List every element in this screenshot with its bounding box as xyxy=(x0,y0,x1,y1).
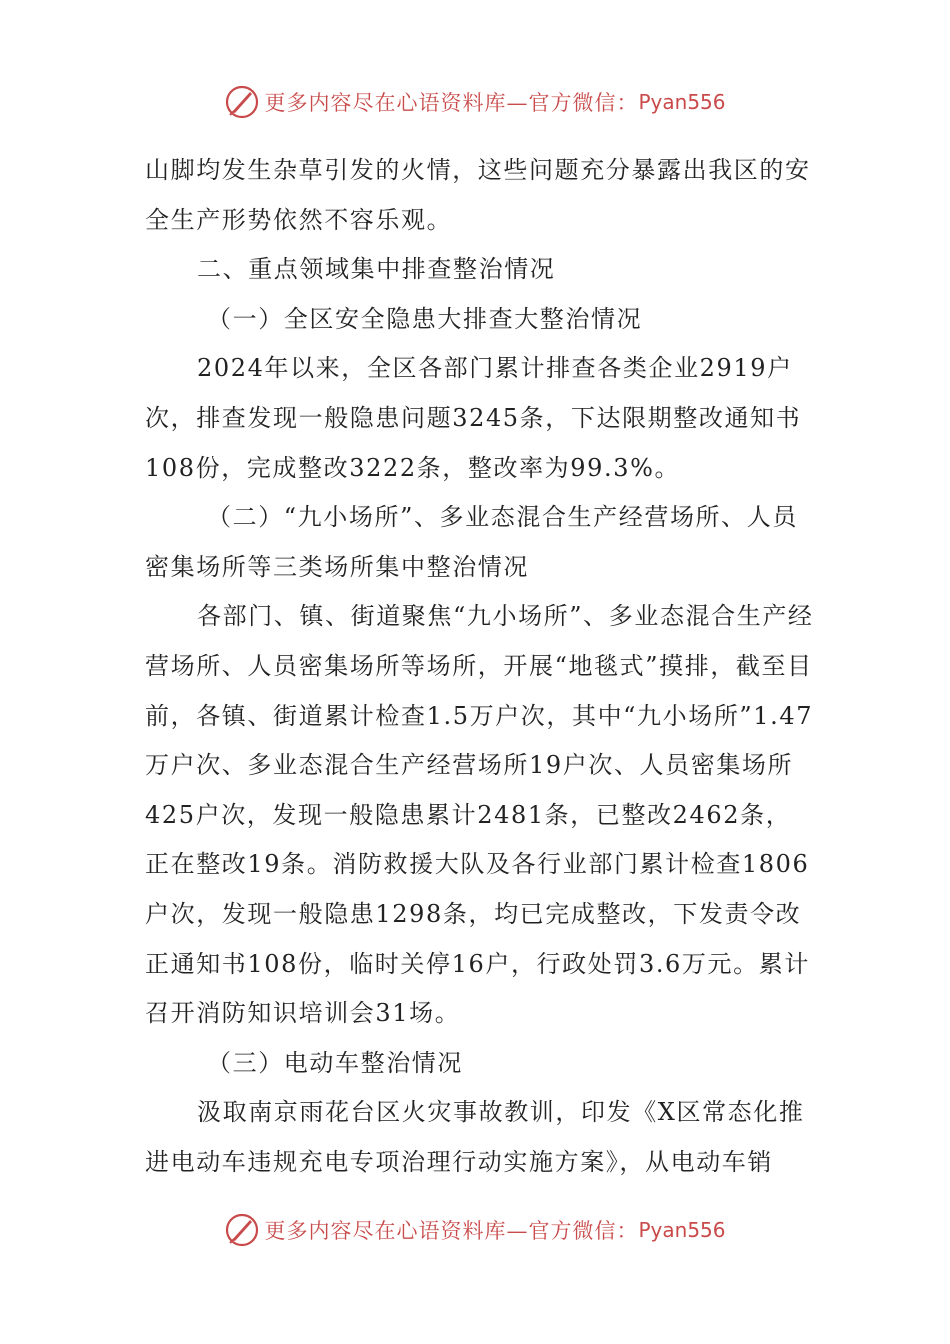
footer-watermark-banner xyxy=(0,1210,950,1250)
subsection-heading-3: （三）电动车整治情况 xyxy=(207,1048,463,1077)
paragraph-continuation: 山脚均发生杂草引发的火情，这些问题充分暴露出我区的安全生产形势依然不容乐观。 xyxy=(145,156,811,234)
paragraph-hazard-stats: 2024年以来，全区各部门累计排查各类企业2919户次，排查发现一般隐患问题3245条，下达限期整改通知书108份，完成整改3222条，整改率为99.3%。 xyxy=(145,354,802,482)
banner-text: 更多内容尽在心语资料库—官方微信： xyxy=(264,1219,639,1243)
banner-wechat-id: Pyan556 xyxy=(638,90,726,114)
banner-wechat-id: Pyan556 xyxy=(638,1218,726,1242)
section-heading-2: 二、重点领域集中排查整治情况 xyxy=(197,255,556,284)
paragraph-venue-inspections: 各部门、镇、街道聚焦“九小场所”、多业态混合生产经营场所、人员密集场所等场所，开展“地毯式”摸排，截至目前，各镇、街道累计检查1.5万户次，其中“九小场所”1.47万户次、多业态混合生产经营场所19户次、人员密集场所425户次，发现一般隐患累计2481条，已整改2462条，正在整改19条。消防救援大队及各行业部门累计检查1806户次，发现一般隐患1298条，均已完成整改，下发责令改正通知书108份，临时关停16户，行政处罚3.6万元。累计召开消防知识培训会31场。 xyxy=(145,602,814,1028)
subsection-heading-2: （二）“九小场所”、多业态混合生产经营场所、人员密集场所等三类场所集中整治情况 xyxy=(145,503,798,581)
document-body xyxy=(145,146,815,1187)
paragraph-ebike-campaign: 汲取南京雨花台区火灾事故教训，印发《X区常态化推进电动车违规充电专项治理行动实施方案》，从电动车销 xyxy=(145,1098,805,1176)
subsection-heading-1: （一）全区安全隐患大排查大整治情况 xyxy=(207,304,643,333)
header-watermark-banner xyxy=(0,82,950,122)
quill-logo-icon xyxy=(224,84,260,120)
banner-text: 更多内容尽在心语资料库—官方微信： xyxy=(264,91,639,115)
quill-logo-icon xyxy=(224,1212,260,1248)
